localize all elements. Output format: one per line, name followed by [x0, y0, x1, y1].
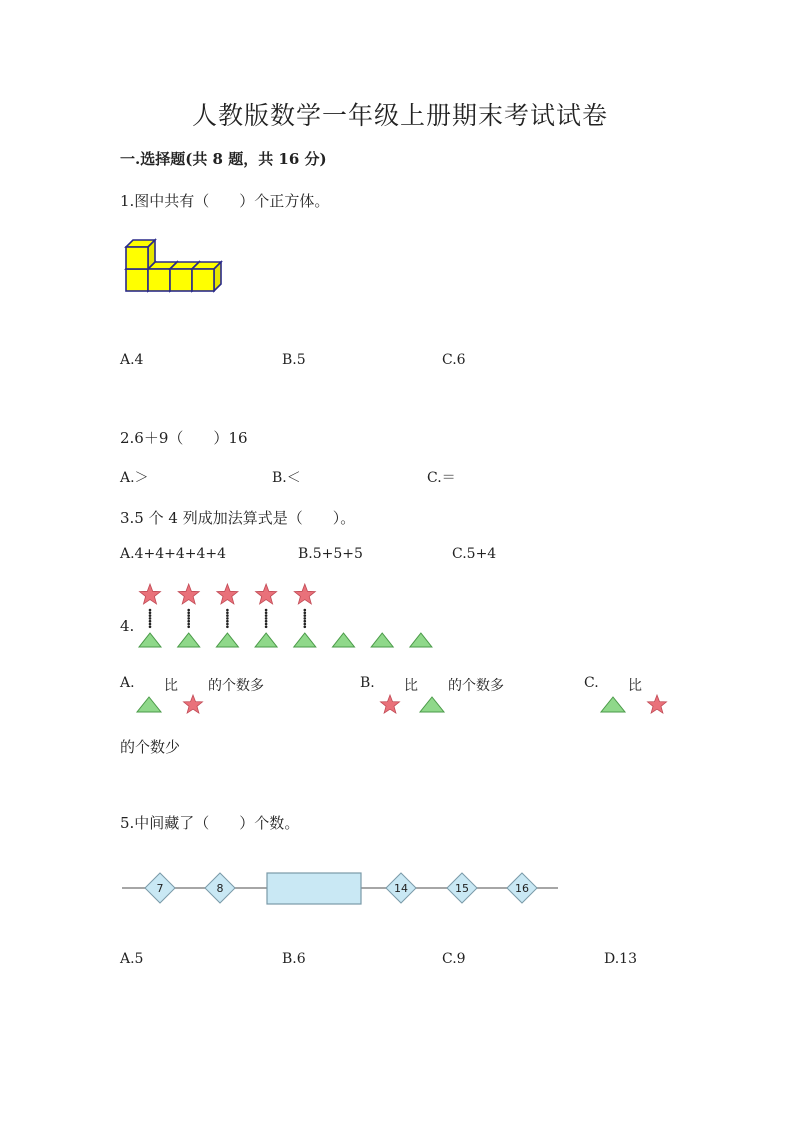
star-icon: [381, 695, 400, 713]
q3-option-c[interactable]: C.5+4: [452, 546, 497, 562]
dotted-connector: [226, 609, 229, 628]
q1-option-a[interactable]: A.4: [120, 352, 144, 368]
q3-option-a[interactable]: A.4+4+4+4+4: [120, 546, 227, 562]
q5-stem: 5.中间藏了（ ）个数。: [120, 814, 300, 832]
star-icon: [217, 584, 238, 604]
q3-option-b[interactable]: B.5+5+5: [298, 546, 363, 562]
cube-stack: [126, 240, 221, 291]
star-icon: [178, 584, 199, 604]
star-icon: [256, 584, 277, 604]
triangle-icon: [601, 697, 625, 712]
q4-stars-triangles-figure: [130, 582, 450, 654]
q4-figure-group: [139, 584, 432, 647]
q4-option-c-bi: 比: [628, 678, 642, 694]
triangle-icon: [178, 633, 200, 647]
dotted-connector: [265, 609, 268, 628]
q4-option-b-tail: 的个数多: [448, 678, 504, 694]
q5-number-line: [122, 868, 562, 910]
number-diamond: [507, 873, 537, 903]
q5-option-d[interactable]: D.13: [604, 951, 637, 967]
page-title: 人教版数学一年级上册期末考试试卷: [191, 101, 608, 130]
number-diamond: [386, 873, 416, 903]
cube-shape: [126, 240, 155, 269]
q2-option-a[interactable]: A.＞: [120, 470, 149, 486]
q1-option-c[interactable]: C.6: [442, 352, 466, 368]
q5-option-a[interactable]: A.5: [120, 951, 144, 967]
section-heading: 一.选择题(共 8 题，共 16 分): [120, 150, 327, 168]
triangle-icon: [410, 633, 432, 647]
q4-option-b-icons: [376, 694, 446, 716]
q4-option-a-icons: [136, 694, 206, 716]
q5-option-b[interactable]: B.6: [282, 951, 306, 967]
q4-option-c-icons: [600, 694, 670, 716]
svg-text:14: 14: [394, 882, 408, 895]
q4-continuation: 的个数少: [120, 738, 181, 756]
cube-shape: [192, 262, 221, 291]
dotted-connector: [304, 609, 307, 628]
q4-option-a-letter[interactable]: A.: [120, 675, 135, 691]
number-diamond: [145, 873, 175, 903]
dotted-connector: [149, 609, 152, 628]
hidden-numbers-box: [267, 873, 361, 904]
star-icon: [140, 584, 161, 604]
q2-option-c[interactable]: C.＝: [427, 470, 456, 486]
star-icon: [184, 695, 203, 713]
q2-stem: 2.6＋9（ ）16: [120, 429, 248, 447]
q4-option-a-tail: 的个数多: [208, 678, 264, 694]
q1-option-b[interactable]: B.5: [282, 352, 306, 368]
number-diamond: [205, 873, 235, 903]
triangle-icon: [333, 633, 355, 647]
triangle-icon: [137, 697, 161, 712]
triangle-icon: [216, 633, 238, 647]
triangle-icon: [371, 633, 393, 647]
svg-text:16: 16: [515, 882, 529, 895]
q4-number: 4.: [120, 617, 135, 635]
triangle-icon: [294, 633, 316, 647]
svg-text:15: 15: [455, 882, 469, 895]
triangle-icon: [139, 633, 161, 647]
svg-text:7: 7: [156, 882, 164, 895]
q2-option-b[interactable]: B.＜: [272, 470, 301, 486]
triangle-icon: [255, 633, 277, 647]
star-icon: [648, 695, 667, 713]
triangle-icon: [420, 697, 444, 712]
star-icon: [294, 584, 315, 604]
svg-text:8: 8: [216, 882, 224, 895]
dotted-connector: [187, 609, 190, 628]
number-diamond: [447, 873, 477, 903]
q1-stem: 1.图中共有（ ）个正方体。: [120, 192, 330, 210]
q1-cube-figure: [118, 240, 228, 312]
q4-option-a-bi: 比: [164, 678, 178, 694]
q5-figure-group: [122, 873, 558, 904]
q4-option-b-letter[interactable]: B.: [360, 675, 375, 691]
q4-option-c-letter[interactable]: C.: [584, 675, 599, 691]
q3-stem: 3.5 个 4 列成加法算式是（ ）。: [120, 509, 356, 527]
q4-option-b-bi: 比: [404, 678, 418, 694]
q5-option-c[interactable]: C.9: [442, 951, 466, 967]
